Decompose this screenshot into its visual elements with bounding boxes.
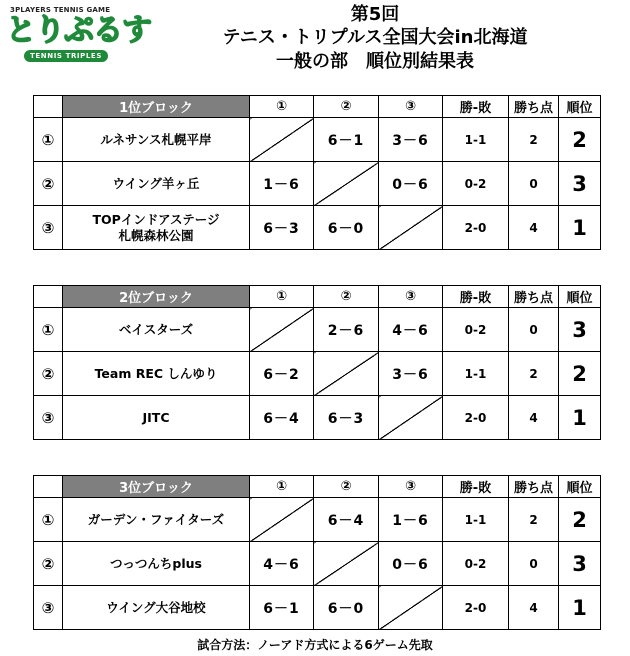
win-loss: 2-0 [443,206,509,250]
score-cell: 3－6 [379,352,443,396]
team-index: ① [34,498,63,542]
team-index: ① [34,118,63,162]
points: 2 [509,352,559,396]
win-loss: 0-2 [443,308,509,352]
score-cell: 6－1 [314,118,379,162]
table-row [34,118,601,162]
rank: 1 [559,396,601,440]
header-opponent-1: ① [250,286,314,308]
header-record: 勝-敗 [443,476,509,498]
header-points: 勝ち点 [509,96,559,118]
team-name: ウイング羊ヶ丘 [63,162,250,206]
self-match-cell [250,118,314,162]
rank: 2 [559,498,601,542]
team-index: ③ [34,586,63,630]
points: 0 [509,162,559,206]
rank: 2 [559,118,601,162]
points: 2 [509,118,559,162]
header-row [34,96,601,118]
points: 0 [509,308,559,352]
logo-wordmark: とりぷるす [6,13,151,48]
score-cell: 6－2 [250,352,314,396]
title-edition: 第5回 [350,4,400,25]
team-name: ウイング大谷地校 [63,586,250,630]
team-name: ガーデン・ファイターズ [63,498,250,542]
table-row [34,396,601,440]
rank: 3 [559,542,601,586]
results-table-block-2 [33,285,601,440]
header-points: 勝ち点 [509,286,559,308]
header-opponent-3: ③ [379,286,443,308]
header-record: 勝-敗 [443,286,509,308]
score-cell: 0－6 [379,542,443,586]
logo-tagline: 3PLAYERS TENNIS GAME [10,6,111,14]
header-opponent-1: ① [250,96,314,118]
win-loss: 1-1 [443,498,509,542]
win-loss: 0-2 [443,162,509,206]
header-opponent-2: ② [314,286,379,308]
team-index: ② [34,542,63,586]
team-index: ③ [34,206,63,250]
table-row [34,542,601,586]
self-match-cell [379,396,443,440]
block-name: 2位ブロック [63,286,250,308]
points: 4 [509,206,559,250]
points: 2 [509,498,559,542]
win-loss: 2-0 [443,396,509,440]
team-name: ルネサンス札幌平岸 [63,118,250,162]
score-cell: 6－3 [314,396,379,440]
score-cell: 6－4 [250,396,314,440]
table-row [34,586,601,630]
header-opponent-3: ③ [379,476,443,498]
score-cell: 6－3 [250,206,314,250]
win-loss: 0-2 [443,542,509,586]
score-cell: 0－6 [379,162,443,206]
header-opponent-3: ③ [379,96,443,118]
header-row [34,286,601,308]
header-rank: 順位 [559,286,601,308]
score-cell: 2－6 [314,308,379,352]
header-points: 勝ち点 [509,476,559,498]
team-name-line-2: 札幌森林公園 [118,227,194,243]
header-rank: 順位 [559,476,601,498]
header-blank [34,476,63,498]
team-index: ② [34,162,63,206]
header-rank: 順位 [559,96,601,118]
self-match-cell [379,206,443,250]
header-opponent-2: ② [314,476,379,498]
header-opponent-1: ① [250,476,314,498]
self-match-cell [250,308,314,352]
header-opponent-2: ② [314,96,379,118]
tournament-logo [6,4,151,66]
team-name: JITC [63,396,250,440]
logo-ribbon: TENNIS TRIPLES [24,50,108,62]
self-match-cell [314,542,379,586]
rank: 1 [559,586,601,630]
block-name: 1位ブロック [63,96,250,118]
block-name: 3位ブロック [63,476,250,498]
header-record: 勝-敗 [443,96,509,118]
table-row [34,206,601,250]
team-name-line-1: TOPインドアステージ [92,211,220,227]
match-format-note: 試合方法：ノーアド方式による6ゲーム先取 [197,638,433,652]
table-row [34,498,601,542]
points: 4 [509,586,559,630]
team-name [63,206,250,250]
self-match-cell [314,162,379,206]
title-division: 一般の部 順位別結果表 [276,51,474,72]
score-cell: 6－1 [250,586,314,630]
score-cell: 6－4 [314,498,379,542]
score-cell: 6－0 [314,586,379,630]
team-index: ② [34,352,63,396]
header-row [34,476,601,498]
results-table-block-3 [33,475,601,630]
team-index: ① [34,308,63,352]
results-table-block-1 [33,95,601,250]
header-blank [34,286,63,308]
table-row [34,308,601,352]
self-match-cell [314,352,379,396]
title-tournament: テニス・トリプルス全国大会in北海道 [222,27,528,48]
score-cell: 1－6 [379,498,443,542]
team-name: Team REC しんゆり [63,352,250,396]
win-loss: 1-1 [443,118,509,162]
team-name: つっつんちplus [63,542,250,586]
win-loss: 1-1 [443,352,509,396]
team-name: ベイスターズ [63,308,250,352]
rank: 3 [559,162,601,206]
points: 0 [509,542,559,586]
rank: 2 [559,352,601,396]
win-loss: 2-0 [443,586,509,630]
score-cell: 6－0 [314,206,379,250]
rank: 1 [559,206,601,250]
team-index: ③ [34,396,63,440]
score-cell: 4－6 [379,308,443,352]
points: 4 [509,396,559,440]
self-match-cell [379,586,443,630]
score-cell: 3－6 [379,118,443,162]
rank: 3 [559,308,601,352]
self-match-cell [250,498,314,542]
score-cell: 1－6 [250,162,314,206]
table-row [34,352,601,396]
table-row [34,162,601,206]
header-blank [34,96,63,118]
score-cell: 4－6 [250,542,314,586]
